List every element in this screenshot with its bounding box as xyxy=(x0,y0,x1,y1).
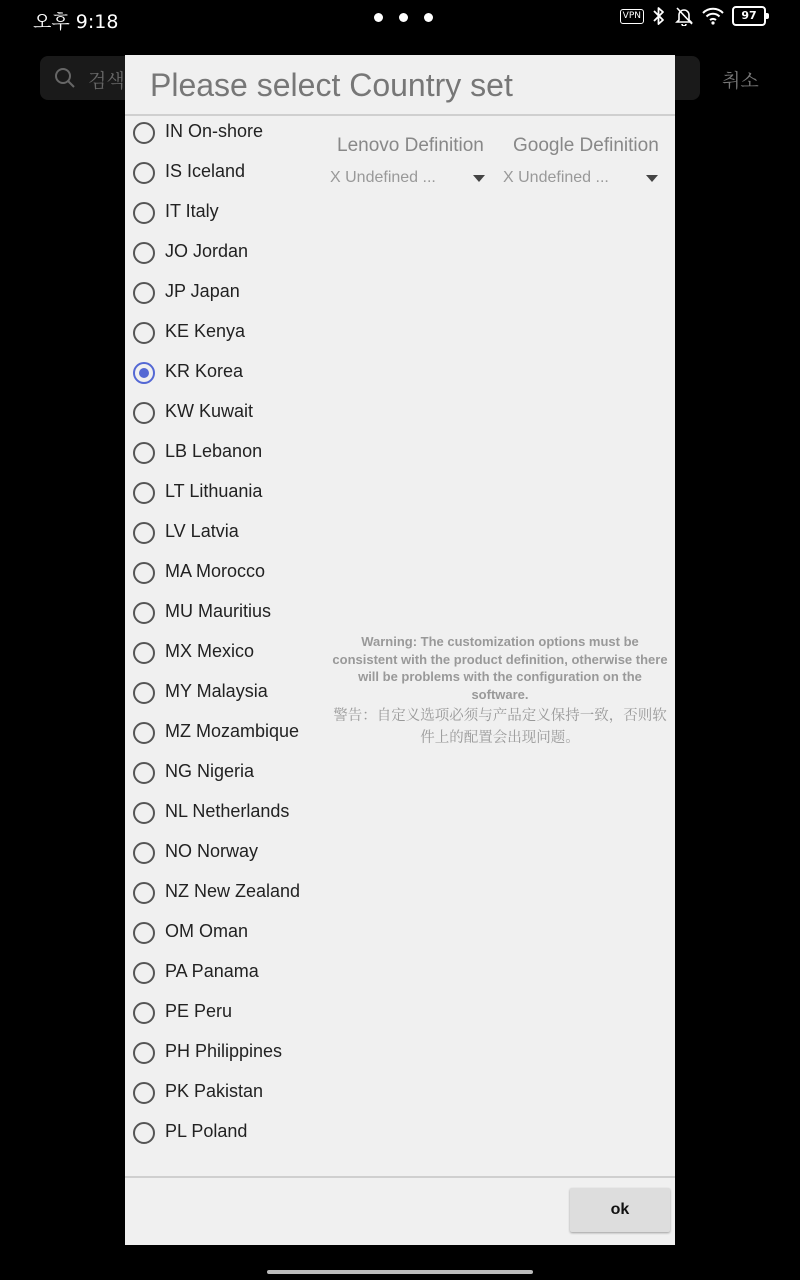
radio-unchecked-icon[interactable] xyxy=(133,962,155,984)
country-option[interactable] xyxy=(125,1115,325,1155)
country-option-label: MX Mexico xyxy=(165,641,255,661)
country-option-label: PH Philippines xyxy=(165,1041,283,1061)
country-option[interactable] xyxy=(125,275,325,315)
status-time: 오후 9:18 xyxy=(33,11,119,33)
country-option[interactable] xyxy=(125,515,325,555)
radio-unchecked-icon[interactable] xyxy=(133,802,155,824)
country-option[interactable] xyxy=(125,435,325,475)
country-option-label: MA Morocco xyxy=(165,561,266,581)
country-option-label: IN On-shore xyxy=(165,121,264,141)
radio-unchecked-icon[interactable] xyxy=(133,202,155,224)
radio-unchecked-icon[interactable] xyxy=(133,642,155,664)
lenovo-definition-dropdown[interactable] xyxy=(330,168,485,190)
google-definition-dropdown[interactable] xyxy=(503,168,658,190)
country-option-label: MY Malaysia xyxy=(165,681,268,701)
country-option-label: LB Lebanon xyxy=(165,441,263,461)
bell-muted-icon xyxy=(674,6,694,26)
country-option-label: NL Netherlands xyxy=(165,801,290,821)
background-cancel-button: 취소 xyxy=(722,70,759,92)
radio-unchecked-icon[interactable] xyxy=(133,122,155,144)
country-option[interactable] xyxy=(125,117,325,155)
country-option-label: PK Pakistan xyxy=(165,1081,264,1101)
title-divider xyxy=(125,114,675,116)
search-icon xyxy=(54,67,76,89)
search-placeholder: 검색 xyxy=(88,70,125,92)
radio-unchecked-icon[interactable] xyxy=(133,562,155,584)
country-option-label: MU Mauritius xyxy=(165,601,272,621)
country-option[interactable] xyxy=(125,715,325,755)
country-option[interactable] xyxy=(125,835,325,875)
radio-unchecked-icon[interactable] xyxy=(133,282,155,304)
footer-divider xyxy=(125,1176,675,1178)
country-option[interactable] xyxy=(125,675,325,715)
radio-unchecked-icon[interactable] xyxy=(133,482,155,504)
radio-unchecked-icon[interactable] xyxy=(133,1042,155,1064)
country-option-label: NO Norway xyxy=(165,841,259,861)
country-option-label: LV Latvia xyxy=(165,521,239,541)
country-option[interactable] xyxy=(125,555,325,595)
country-option[interactable] xyxy=(125,755,325,795)
country-option-label: PL Poland xyxy=(165,1121,248,1141)
radio-unchecked-icon[interactable] xyxy=(133,682,155,704)
radio-unchecked-icon[interactable] xyxy=(133,602,155,624)
country-option-label: PE Peru xyxy=(165,1001,233,1021)
country-option[interactable] xyxy=(125,915,325,955)
country-option-label: OM Oman xyxy=(165,921,249,941)
radio-unchecked-icon[interactable] xyxy=(133,882,155,904)
country-option[interactable] xyxy=(125,1075,325,1115)
country-option[interactable] xyxy=(125,235,325,275)
country-option[interactable] xyxy=(125,395,325,435)
radio-unchecked-icon[interactable] xyxy=(133,762,155,784)
system-icons xyxy=(620,6,766,26)
google-definition-value: X Undefined ... xyxy=(503,169,609,186)
country-option[interactable] xyxy=(125,155,325,195)
country-option[interactable] xyxy=(125,1155,325,1162)
country-option[interactable] xyxy=(125,995,325,1035)
lenovo-definition-header: Lenovo Definition xyxy=(337,135,484,156)
country-option[interactable] xyxy=(125,195,325,235)
country-option-label: KR Korea xyxy=(165,361,244,381)
dropdown-arrow-icon xyxy=(646,175,658,182)
google-definition-header: Google Definition xyxy=(513,135,659,156)
radio-unchecked-icon[interactable] xyxy=(133,442,155,464)
radio-unchecked-icon[interactable] xyxy=(133,242,155,264)
status-bar xyxy=(0,0,800,36)
vpn-icon: VPN xyxy=(620,9,644,24)
country-option-label: KE Kenya xyxy=(165,321,246,341)
radio-unchecked-icon[interactable] xyxy=(133,722,155,744)
country-select-dialog xyxy=(125,55,675,1245)
country-option-label: JP Japan xyxy=(165,281,240,301)
navigation-handle[interactable] xyxy=(267,1270,533,1274)
radio-checked-icon[interactable] xyxy=(133,362,155,384)
radio-unchecked-icon[interactable] xyxy=(133,522,155,544)
country-option-label: LT Lithuania xyxy=(165,481,263,501)
country-option[interactable] xyxy=(125,635,325,675)
country-option[interactable] xyxy=(125,315,325,355)
country-option-label: JO Jordan xyxy=(165,241,249,261)
radio-unchecked-icon[interactable] xyxy=(133,402,155,424)
radio-unchecked-icon[interactable] xyxy=(133,1082,155,1104)
battery-icon: 97 xyxy=(732,6,766,26)
dropdown-arrow-icon xyxy=(473,175,485,182)
country-option[interactable] xyxy=(125,1035,325,1075)
country-option[interactable] xyxy=(125,875,325,915)
country-option[interactable] xyxy=(125,595,325,635)
dialog-title: Please select Country set xyxy=(150,67,513,103)
radio-unchecked-icon[interactable] xyxy=(133,322,155,344)
lenovo-definition-value: X Undefined ... xyxy=(330,169,436,186)
radio-unchecked-icon[interactable] xyxy=(133,1002,155,1024)
bluetooth-icon xyxy=(652,6,666,26)
country-option-label: PA Panama xyxy=(165,961,259,981)
country-option-label: KW Kuwait xyxy=(165,401,254,421)
country-option-label: NG Nigeria xyxy=(165,761,255,781)
radio-unchecked-icon[interactable] xyxy=(133,1122,155,1144)
country-option-label: MZ Mozambique xyxy=(165,721,300,741)
country-option-label: IS Iceland xyxy=(165,161,246,181)
country-option[interactable] xyxy=(125,475,325,515)
country-list[interactable] xyxy=(125,117,325,1162)
country-option[interactable] xyxy=(125,355,325,395)
warning-text-cn: 警告：自定义选项必须与产品定义保持一致，否则软件上的配置会出现问题。 xyxy=(333,708,667,746)
status-dots-icon xyxy=(374,13,433,22)
country-option-label: IT Italy xyxy=(165,201,219,221)
country-option-label: NZ New Zealand xyxy=(165,881,301,901)
radio-unchecked-icon[interactable] xyxy=(133,922,155,944)
country-option[interactable] xyxy=(125,795,325,835)
radio-unchecked-icon[interactable] xyxy=(133,162,155,184)
country-option[interactable] xyxy=(125,955,325,995)
wifi-icon xyxy=(702,7,724,25)
warning-text-en: Warning: The customization options must be consistent with the product definition, otherwise there will be problems with the configuration on the software. xyxy=(332,634,668,702)
radio-unchecked-icon[interactable] xyxy=(133,842,155,864)
ok-button[interactable]: ok xyxy=(570,1188,670,1232)
